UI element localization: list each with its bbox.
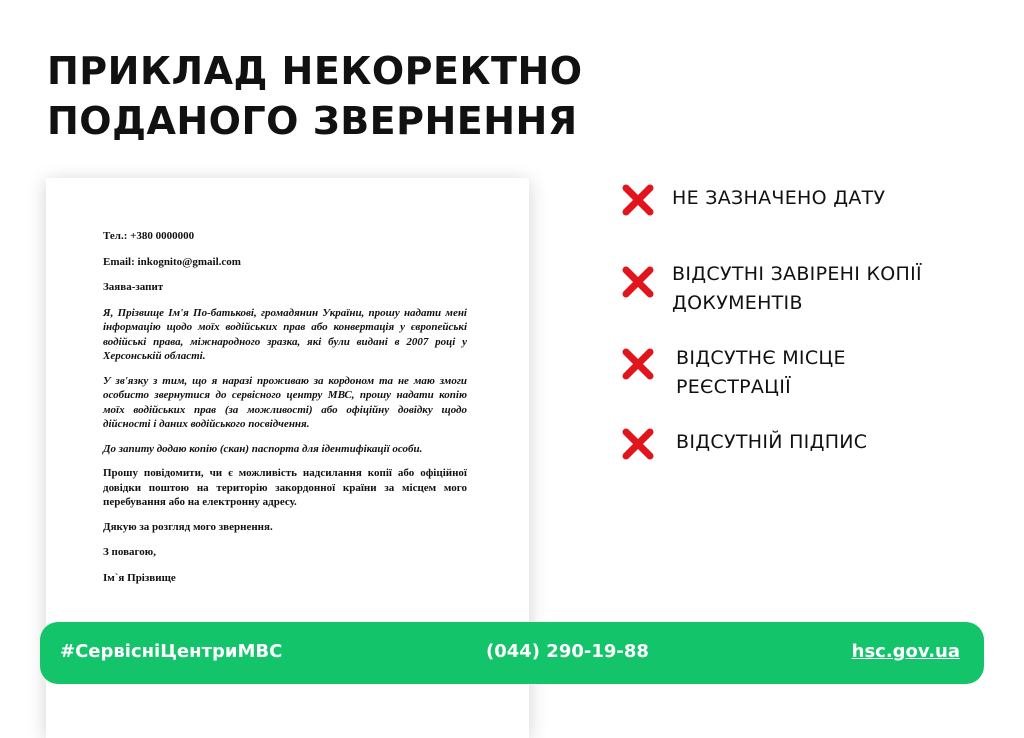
cross-icon bbox=[620, 346, 656, 382]
page-title: ПРИКЛАД НЕКОРЕКТНО ПОДАНОГО ЗВЕРНЕННЯ bbox=[47, 49, 583, 143]
letter-signature: Ім`я Прізвище bbox=[103, 571, 176, 584]
issue-text: ВІДСУТНІ ЗАВІРЕНІ КОПІЇ ДОКУМЕНТІВ bbox=[672, 263, 922, 314]
letter-paragraph-1: Я, Прізвище Ім'я По-батькові, громадянин України, прошу надати мені інформацію щодо моїх водійських прав або конвертація у європейські водійські права, міжнародного зразка, які були видані в 2007 році у Херсонській області. bbox=[103, 306, 467, 362]
letter-body bbox=[103, 229, 467, 595]
letter-paragraph-4: Прошу повідомити, чи є можливість надсилання копії або офіційної довідки поштою на територію закордонної країни за місцем мого перебування або на електронну адресу. bbox=[103, 467, 467, 508]
letter-paragraph-2: У зв'язку з тим, що я наразі проживаю за кордоном та не маю змоги особисто звернутися до сервісного центру МВС, прошу надати копію моїх водійських прав (за можливості) або офіційну довідку щодо дійсності і даних водійського посвідчення. bbox=[103, 374, 467, 430]
issue-text: ВІДСУТНЄ МІСЦЕ РЕЄСТРАЦІЇ bbox=[676, 347, 846, 398]
letter-email: Email: inkognito@gmail.com bbox=[103, 255, 241, 268]
letter-phone: Тел.: +380 0000000 bbox=[103, 230, 195, 242]
cross-icon bbox=[620, 182, 656, 218]
letter-paragraph-5: Дякую за розгляд мого звернення. bbox=[103, 520, 273, 533]
footer-hashtag: #СервісніЦентриМВС bbox=[60, 641, 283, 662]
footer-site-link[interactable]: hsc.gov.ua bbox=[851, 641, 960, 662]
letter-closing: З повагою, bbox=[103, 546, 156, 558]
issue-item bbox=[620, 426, 867, 462]
issue-item bbox=[620, 346, 980, 402]
cross-icon bbox=[620, 264, 656, 300]
cross-icon bbox=[620, 426, 656, 462]
issue-item bbox=[620, 182, 885, 218]
letter-paragraph-3: До запиту додаю копію (скан) паспорта для ідентифікації особи. bbox=[103, 442, 423, 455]
letter-heading: Заява-запит bbox=[103, 281, 164, 293]
footer-banner bbox=[40, 622, 984, 684]
issue-text: ВІДСУТНІЙ ПІДПИС bbox=[676, 431, 868, 453]
issue-item bbox=[620, 264, 980, 318]
footer-phone: (044) 290-19-88 bbox=[486, 641, 649, 662]
issue-text: НЕ ЗАЗНАЧЕНО ДАТУ bbox=[672, 187, 886, 209]
